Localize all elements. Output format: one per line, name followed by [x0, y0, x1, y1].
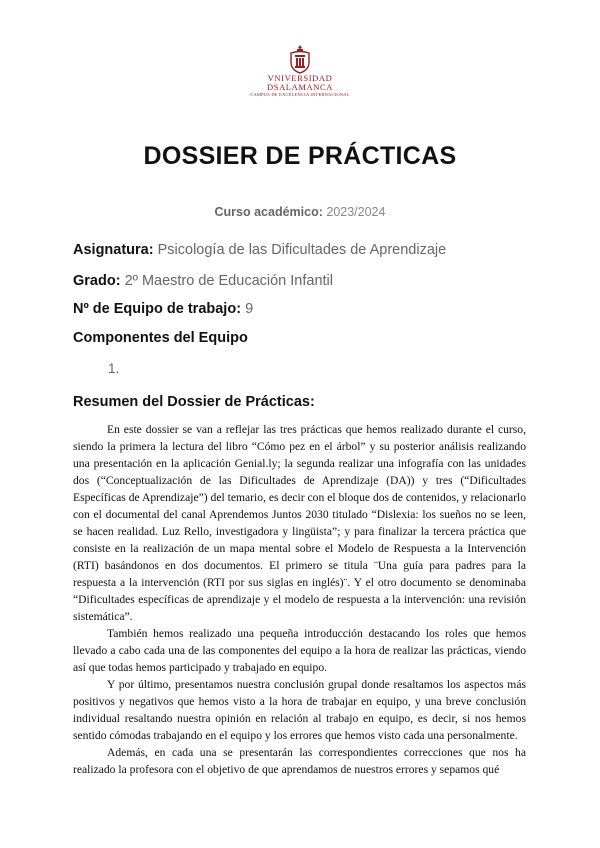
- degree-label: Grado:: [73, 273, 121, 289]
- academic-year-label: Curso académico:: [214, 205, 323, 219]
- summary-body: [73, 421, 526, 778]
- team-number-field: [73, 301, 253, 317]
- team-number-value: 9: [245, 301, 254, 317]
- degree-value: 2º Maestro de Educación Infantil: [124, 273, 333, 289]
- team-number-label: Nº de Equipo de trabajo:: [73, 301, 242, 317]
- university-logo: [0, 44, 600, 98]
- summary-paragraph-1: En este dossier se van a reflejar las tres prácticas que hemos realizado durante el curso, siendo la primera la lectura del libro “Cómo pez en el árbol” y su posterior análisis realizando una presentación en la aplicación Genial.ly; la segunda realizar una infografía con las unidades dos (“Conceptualización de las Dificultades de Aprendizaje (DA)) y tres (“Dificultades Específicas de Aprendizaje”) del temario, es decir con el bloque dos de contenidos, y relacionarlo con el documental del canal Aprendemos Juntos 2030 titulado “Dislexia: los sueños no se leen, se hacen realidad. Luz Rello, investigadora y lingüista”; y para finalizar la tercera práctica que consiste en la realización de un mapa mental sobre el Modelo de Respuesta a la Intervención (RTI) basándonos en dos documentos. El primero se titula ¨Una guía para padres para la respuesta a la intervención (RTI por sus siglas en inglés)¨. Y el otro documento se denominaba “Dificultades específicas de aprendizaje y el modelo de respuesta a la intervención: una revisión sistemática”.: [73, 423, 526, 623]
- list-item: 1.: [108, 361, 120, 376]
- summary-paragraph-2: También hemos realizado una pequeña introducción destacando los roles que hemos llevado a cabo cada una de las componentes del equipo a la hora de realizar las prácticas, viendo así que todas hemos participado y trabajado en equipo.: [73, 627, 526, 674]
- academic-year-value: 2023/2024: [326, 205, 386, 219]
- university-name-line-1: VNIVERSIDAD: [267, 73, 333, 83]
- university-seal-icon: [288, 44, 312, 74]
- degree-field: [73, 273, 333, 289]
- summary-paragraph-3: Y por último, presentamos nuestra conclusión grupal donde resaltamos los aspectos más positivos y negativos que hemos visto a la hora de trabajar en equipo, y una breve conclusión individual resaltando nuestra opinión en relación al trabajo en equipo, es decir, si nos hemos sentido cómodas trabajando en el equipo y los errores que hemos visto cada una personalmente.: [73, 678, 526, 742]
- team-components-heading-text: Componentes del Equipo: [73, 330, 248, 346]
- summary-paragraph-4: Además, en cada una se presentarán las correspondientes correcciones que nos ha realizado la profesora con el objetivo de que aprendamos de nuestros errores y sepamos qué: [73, 746, 526, 776]
- academic-year: [0, 205, 600, 219]
- subject-value: Psicología de las Dificultades de Aprendizaje: [157, 242, 447, 258]
- subject-label: Asignatura:: [73, 242, 154, 258]
- summary-heading: Resumen del Dossier de Prácticas:: [73, 394, 315, 410]
- university-tagline: CAMPUS DE EXCELENCIA INTERNACIONAL: [250, 92, 350, 97]
- subject-field: [73, 242, 446, 258]
- page-title: DOSSIER DE PRÁCTICAS: [143, 142, 457, 170]
- team-components-heading: [73, 330, 248, 346]
- university-name-line-2: DSALAMANCA: [267, 82, 333, 92]
